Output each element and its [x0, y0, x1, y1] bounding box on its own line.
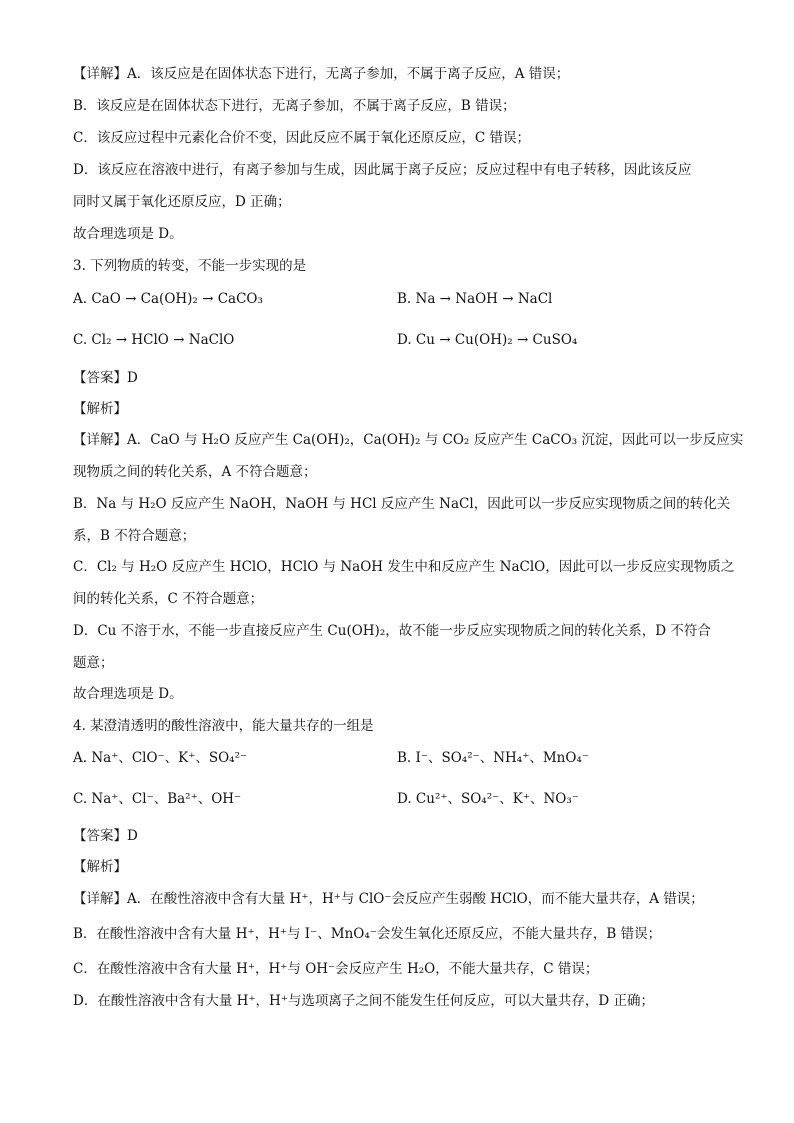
q3-conclusion: 故合理选项是 D。 [73, 686, 183, 702]
q4-detail-line: B．在酸性溶液中含有大量 H⁺，H⁺与 I⁻、MnO₄⁻会发生氧化还原反应，不能大量共存，B 错误； [73, 926, 662, 942]
q3-analysis-heading: 【解析】 [73, 401, 127, 417]
q3-detail-line: 间的转化关系，C 不符合题意； [73, 591, 264, 607]
q4-option-b: B. I⁻、SO₄²⁻、NH₄⁺、MnO₄⁻ [397, 750, 589, 766]
q3-detail-line: 【详解】A．CaO 与 H₂O 反应产生 Ca(OH)₂，Ca(OH)₂ 与 CO₂ 反应产生 CaCO₃ 沉淀，因此可以一步反应实 [73, 432, 744, 448]
q3-detail-line: D．Cu 不溶于水，不能一步直接反应产生 Cu(OH)₂，故不能一步反应实现物质之间的转化关系，D 不符合 [73, 623, 711, 639]
q4-stem: 4. 某澄清透明的酸性溶液中，能大量共存的一组是 [73, 718, 374, 734]
q2-explanation-d-line1: D．该反应在溶液中进行，有离子参加与生成，因此属于离子反应；反应过程中有电子转移，因此该反应 [73, 162, 692, 178]
q2-explanation-c: C．该反应过程中元素化合价不变，因此反应不属于氧化还原反应，C 错误； [73, 130, 530, 146]
q4-analysis-heading: 【解析】 [73, 859, 127, 875]
q3-detail-line: 现物质之间的转化关系，A 不符合题意； [73, 464, 317, 480]
q2-conclusion: 故合理选项是 D。 [73, 226, 183, 242]
q3-detail-line: C．Cl₂ 与 H₂O 反应产生 HClO，HClO 与 NaOH 发生中和反应产生 NaClO，因此可以一步反应实现物质之 [73, 559, 735, 575]
q2-explanation-d-line2: 同时又属于氧化还原反应，D 正确； [73, 194, 291, 210]
q3-option-d: D. Cu → Cu(OH)₂ → CuSO₄ [397, 332, 578, 348]
q4-option-c: C. Na⁺、Cl⁻、Ba²⁺、OH⁻ [73, 791, 242, 807]
q4-option-a: A. Na⁺、ClO⁻、K⁺、SO₄²⁻ [73, 750, 248, 766]
q3-detail-line: 题意； [73, 655, 114, 671]
q3-stem: 3. 下列物质的转变，不能一步实现的是 [73, 258, 307, 274]
q3-answer: 【答案】D [73, 370, 138, 386]
q4-detail-line: D．在酸性溶液中含有大量 H⁺，H⁺与选项离子之间不能发生任何反应，可以大量共存，D 正确； [73, 993, 655, 1009]
q2-explanation-a: 【详解】A．该反应是在固体状态下进行，无离子参加，不属于离子反应，A 错误； [73, 66, 570, 82]
q4-detail-line: 【详解】A．在酸性溶液中含有大量 H⁺，H⁺与 ClO⁻会反应产生弱酸 HClO，而不能大量共存，A 错误； [73, 891, 704, 907]
q3-option-c: C. Cl₂ → HClO → NaClO [73, 332, 235, 348]
q3-option-b: B. Na → NaOH → NaCl [397, 291, 553, 307]
q3-detail-line: 系，B 不符合题意； [73, 528, 196, 544]
q4-detail-line: C．在酸性溶液中含有大量 H⁺，H⁺与 OH⁻会反应产生 H₂O，不能大量共存，C 错误； [73, 961, 599, 977]
q3-option-a: A. CaO → Ca(OH)₂ → CaCO₃ [73, 291, 263, 307]
q4-answer: 【答案】D [73, 828, 138, 844]
q4-option-d: D. Cu²⁺、SO₄²⁻、K⁺、NO₃⁻ [397, 791, 579, 807]
q2-explanation-b: B．该反应是在固体状态下进行，无离子参加，不属于离子反应，B 错误； [73, 98, 516, 114]
q3-detail-line: B．Na 与 H₂O 反应产生 NaOH，NaOH 与 HCl 反应产生 NaCl，因此可以一步反应实现物质之间的转化关 [73, 496, 731, 512]
